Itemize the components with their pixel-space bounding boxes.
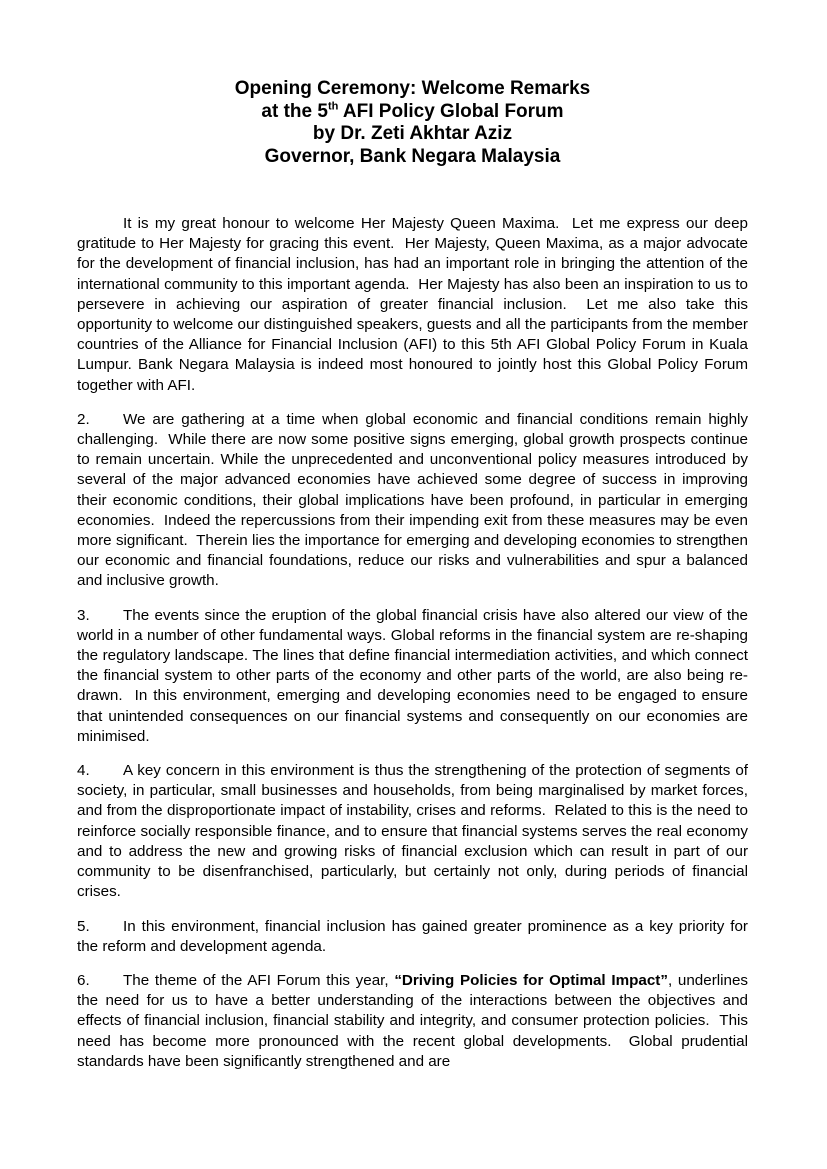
title-line-2-post: AFI Policy Global Forum	[338, 100, 564, 122]
document-title	[77, 78, 748, 168]
paragraph-3-number: 3.	[77, 606, 90, 624]
paragraph-6-theme-bold: “Driving Policies for Optimal Impact”	[394, 971, 668, 989]
paragraph-3-text: The events since the eruption of the global financial crisis have also altered our view of the world in a number of other fundamental ways. Global reforms in the financial system are re-shaping the regulatory landscape. The lines that define financial intermediation activities, and which connect the financial system to other parts of the economy and other parts of the world, are also being re-drawn. In this environment, emerging and developing economies need to be engaged to ensure that unintended consequences on our financial systems and consequently on our economies are minimised.	[77, 606, 753, 745]
paragraph-4-text: A key concern in this environment is thus the strengthening of the protection of segments of society, in particular, small businesses and households, from being marginalised by market forces, and from the disproportionate impact of instability, crises and reforms. Related to this is the need to reinforce socially responsible finance, and to ensure that financial systems serves the real economy and to address the new and growing risks of financial exclusion which can result in part of our community to be disenfranchised, particularly, but certainly not only, during periods of financial crises.	[77, 762, 753, 901]
document-body	[77, 214, 753, 1072]
paragraph-2-text: We are gathering at a time when global economic and financial conditions remain highly challenging. While there are now some positive signs emerging, global growth prospects continue to remain uncertain. While the unprecedented and unconventional policy measures introduced by several of the major advanced economies have achieved some degree of success in improving their economic conditions, their global implications have been profound, in particular in emerging economies. Indeed the repercussions from their impending exit from these measures may be even more significant. Therein lies the importance for emerging and developing economies to strengthen our economic and financial foundations, reduce our risks and vulnerabilities and spur a balanced and inclusive growth.	[77, 410, 753, 590]
title-line-1: Opening Ceremony: Welcome Remarks	[234, 78, 591, 99]
paragraph-4	[77, 761, 753, 902]
paragraph-6-text-before-theme: The theme of the AFI Forum this year,	[123, 971, 395, 989]
paragraph-4-number: 4.	[77, 762, 90, 780]
paragraph-5	[77, 917, 753, 957]
paragraph-5-text: In this environment, financial inclusion has gained greater prominence as a key priority for the reform and development agenda.	[77, 917, 753, 955]
document-content	[77, 78, 753, 1086]
paragraph-1	[77, 214, 753, 396]
title-line-3: by Dr. Zeti Akhtar Aziz	[312, 123, 513, 144]
paragraph-6-number: 6.	[77, 971, 90, 989]
title-ordinal-superscript: th	[327, 100, 339, 113]
title-line-2	[77, 101, 748, 124]
title-line-2-pre: at the 5	[261, 100, 328, 122]
paragraph-5-number: 5.	[77, 917, 90, 935]
paragraph-2-number: 2.	[77, 410, 90, 428]
paragraph-1-text: It is my great honour to welcome Her Majesty Queen Maxima. Let me express our deep gratitude to Her Majesty for gracing this event. Her Majesty, Queen Maxima, as a major advocate for the development of financial inclusion, has had an important role in bringing the attention of the international community to this important agenda. Her Majesty has also been an inspiration to us to persevere in achieving our aspiration of greater financial inclusion. Let me also take this opportunity to welcome our distinguished speakers, guests and all the participants from the member countries of the Alliance for Financial Inclusion (AFI) to this 5th AFI Global Policy Forum in Kuala Lumpur. Bank Negara Malaysia is indeed most honoured to jointly host this Global Policy Forum together with AFI.	[77, 215, 753, 394]
paragraph-2	[77, 410, 753, 592]
paragraph-6	[77, 971, 753, 1072]
paragraph-3	[77, 606, 753, 747]
paragraph-6-text-after-theme: , underlines the need for us to have a better understanding of the interactions between the objectives and effects of financial inclusion, financial stability and integrity, and consumer protection policies. This need has become more pronounced with the recent global developments. Global prudential standards have been significantly strengthened and are	[77, 971, 753, 1070]
title-line-4: Governor, Bank Negara Malaysia	[264, 145, 561, 167]
